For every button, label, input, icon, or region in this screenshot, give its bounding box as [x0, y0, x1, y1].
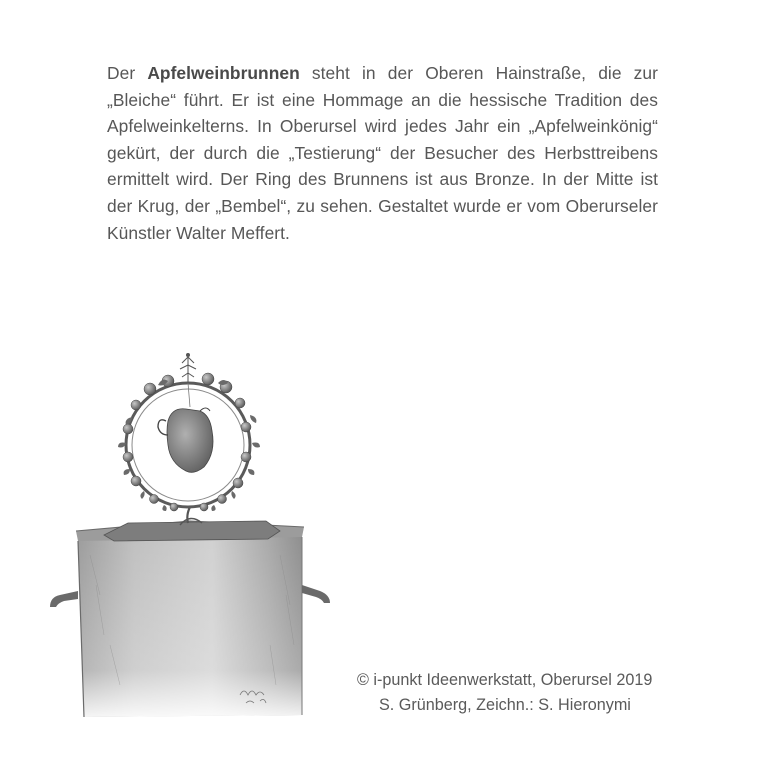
- fountain-drawing: [40, 345, 360, 725]
- description-paragraph: [107, 60, 658, 246]
- left-handle: [50, 591, 78, 607]
- paragraph-text: steht in der Oberen Hainstraße, die zur „Bleiche“ führt. Er ist eine Hommage an die hessische Tradition des Apfelweinkelterns. In Oberursel wird jedes Jahr ein „Apfelweinkönig“ gekürt, der durch die „Testierung“ der Besucher des Herbsttreibens ermittelt wird. Der Ring des Brunnens ist aus Bronze. In der Mitte ist der Krug, der „Bembel“, zu sehen. Gestaltet wurde er vom Oberurseler Künstler Walter Meffert.: [107, 63, 658, 243]
- credit-block: [357, 668, 652, 718]
- bold-term: Apfelweinbrunnen: [147, 63, 300, 83]
- right-handle: [302, 585, 330, 603]
- jug: [158, 383, 213, 472]
- credit-copyright: © i-punkt Ideenwerkstatt, Oberursel 2019: [357, 671, 653, 689]
- basin-plate: [104, 521, 280, 541]
- paragraph-lead: Der: [107, 63, 148, 83]
- credit-authors: S. Grünberg, Zeichn.: S. Hieronymi: [379, 696, 631, 714]
- pedestal: [76, 521, 304, 717]
